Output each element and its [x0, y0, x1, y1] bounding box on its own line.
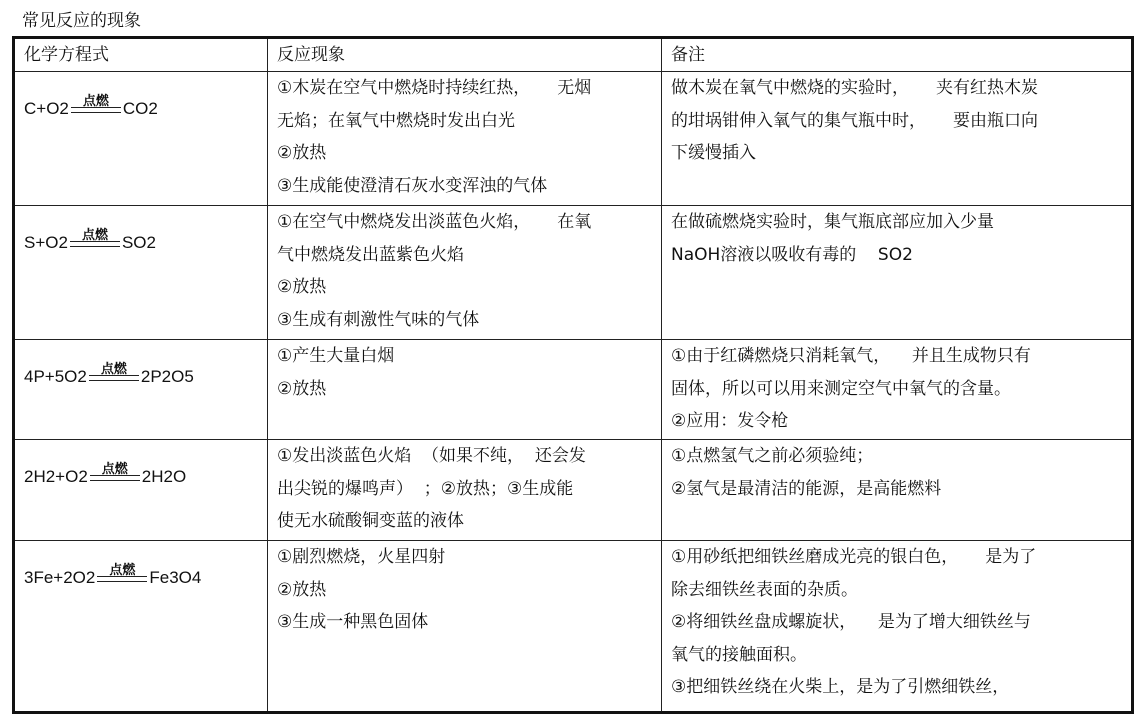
note-line: 做木炭在氧气中燃烧的实验时， 夹有红热木炭: [671, 78, 1039, 98]
condition-label: 点燃: [81, 227, 108, 242]
note-cell: [662, 72, 1133, 206]
phenomenon-cell: [268, 440, 662, 541]
note-line: ②氢气是最清洁的能源，是高能燃料: [671, 478, 942, 499]
reaction-condition: [97, 563, 147, 588]
note-cell: [662, 340, 1133, 440]
equation-reactants: 4P+5O2: [24, 367, 87, 386]
equation-products: 2H2O: [141, 467, 187, 486]
note-line: ①用砂纸把细铁丝磨成光亮的银白色， 是为了: [671, 547, 1037, 567]
phenomenon-line: ①产生大量白烟: [277, 346, 395, 366]
table-row: [14, 541, 1133, 713]
note-line: 下缓慢插入: [671, 143, 756, 163]
note-cell: [662, 206, 1133, 340]
header-equation: 化学方程式: [14, 38, 268, 72]
header-note: 备注: [662, 38, 1133, 72]
phenomenon-cell: [268, 206, 662, 340]
condition-label: 点燃: [82, 93, 109, 108]
chemical-equation: [24, 94, 267, 119]
table-row: [14, 72, 1133, 206]
equation-products: Fe3O4: [149, 568, 202, 587]
table-row: [14, 206, 1133, 340]
equation-reactants: 3Fe+2O2: [24, 568, 96, 587]
note-line: ①由于红磷燃烧只消耗氧气， 并且生成物只有: [671, 346, 1031, 366]
table-header-row: [14, 38, 1133, 72]
note-line: 在做硫燃烧实验时，集气瓶底部应加入少量: [671, 212, 994, 232]
double-line-arrow: [70, 241, 120, 247]
reaction-table: [12, 36, 1134, 714]
phenomenon-line: ②放热: [277, 579, 327, 600]
note-line: ②将细铁丝盘成螺旋状， 是为了增大细铁丝与: [671, 612, 1031, 632]
condition-label: 点燃: [101, 461, 128, 476]
phenomenon-line: ①木炭在空气中燃烧时持续红热， 无烟: [277, 78, 592, 98]
phenomenon-line: ③生成能使澄清石灰水变浑浊的气体: [277, 175, 548, 196]
phenomenon-line: ②放热: [277, 378, 327, 399]
equation-cell: [14, 541, 268, 713]
equation-reactants: 2H2+O2: [24, 467, 88, 486]
chemical-equation: [24, 228, 267, 253]
phenomenon-line: ③生成有刺激性气味的气体: [277, 309, 480, 330]
phenomenon-cell: [268, 541, 662, 713]
equation-reactants: C+O2: [24, 99, 69, 118]
phenomenon-cell: [268, 72, 662, 206]
note-cell: [662, 440, 1133, 541]
reaction-condition: [71, 94, 121, 119]
note-line: 除去细铁丝表面的杂质。: [671, 579, 858, 600]
condition-label: 点燃: [100, 361, 127, 376]
note-line: ②应用：发令枪: [671, 411, 789, 431]
equation-products: 2P2O5: [140, 367, 194, 386]
table-row: [14, 340, 1133, 440]
phenomenon-line: ②放热: [277, 143, 327, 163]
reaction-condition: [90, 462, 140, 487]
phenomenon-line: ①剧烈燃烧，火星四射: [277, 547, 446, 567]
chemical-equation: [24, 462, 267, 487]
phenomenon-line: ②放热: [277, 277, 327, 297]
double-line-arrow: [71, 107, 121, 113]
reaction-condition: [89, 362, 139, 387]
phenomenon-line: 气中燃烧发出蓝紫色火焰: [277, 244, 464, 265]
phenomenon-cell: [268, 340, 662, 440]
note-line: 的坩埚钳伸入氧气的集气瓶中时， 要由瓶口向: [671, 110, 1039, 131]
reaction-condition: [70, 228, 120, 253]
phenomenon-line: ①在空气中燃烧发出淡蓝色火焰， 在氧: [277, 212, 592, 232]
condition-label: 点燃: [109, 562, 136, 577]
note-cell: [662, 541, 1133, 713]
note-line: ①点燃氢气之前必须验纯；: [671, 446, 874, 466]
document-title: 常见反应的现象: [22, 11, 141, 31]
equation-cell: [14, 206, 268, 340]
phenomenon-line: 出尖锐的爆鸣声） ；②放热；③生成能: [277, 478, 574, 499]
phenomenon-line: 无焰；在氧气中燃烧时发出白光: [277, 110, 515, 131]
note-line: 固体，所以可以用来测定空气中氧气的含量。: [671, 378, 1011, 399]
equation-cell: [14, 72, 268, 206]
equation-products: SO2: [121, 233, 156, 252]
note-line: ③把细铁丝绕在火柴上，是为了引燃细铁丝，: [671, 677, 1010, 697]
double-line-arrow: [90, 475, 140, 481]
equation-reactants: S+O2: [24, 233, 68, 252]
phenomenon-line: ①发出淡蓝色火焰 （如果不纯， 还会发: [277, 446, 586, 466]
note-line: 氧气的接触面积。: [671, 644, 807, 665]
table-row: [14, 440, 1133, 541]
double-line-arrow: [97, 576, 147, 582]
phenomenon-line: 使无水硫酸铜变蓝的液体: [277, 511, 464, 531]
chemical-equation: [24, 362, 267, 387]
note-line: NaOH溶液以吸收有毒的 SO2: [671, 244, 913, 265]
equation-cell: [14, 440, 268, 541]
equation-products: CO2: [122, 99, 158, 118]
double-line-arrow: [89, 375, 139, 381]
header-phenomenon: 反应现象: [268, 38, 662, 72]
chemical-equation: [24, 563, 267, 588]
phenomenon-line: ③生成一种黑色固体: [277, 612, 429, 632]
equation-cell: [14, 340, 268, 440]
